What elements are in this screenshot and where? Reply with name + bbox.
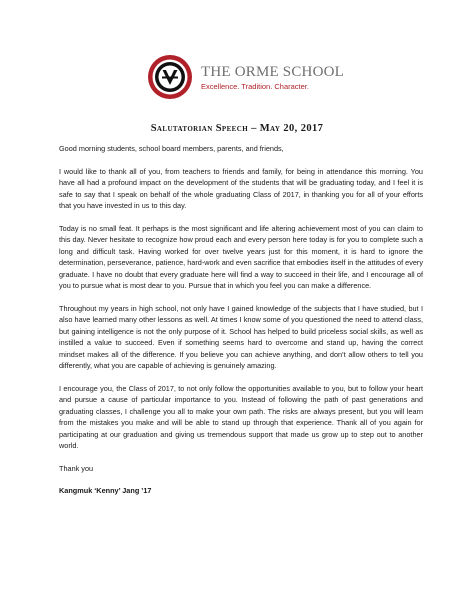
- letterhead: [147, 54, 344, 100]
- signature: Kangmuk ‘Kenny’ Jang ’17: [59, 486, 152, 495]
- paragraph-encouragement: I encourage you, the Class of 2017, to not only follow the opportunities available to you, but to follow your heart and pursue a cause of particular importance to you. Instead of following the path of past generations and graduating classes, I challenge you all to make your own path. The risks are always present, but you will learn from the mistakes you make and will be able to stand up through that experience. Thank all of you again for participating at our graduation and giving us tremendous support that made us grow up to step out to another world.: [59, 383, 423, 450]
- speech-title: Salutatorian Speech – May 20, 2017: [150, 123, 324, 134]
- school-name: THE ORME SCHOOL: [201, 63, 345, 80]
- school-crest-icon: [147, 54, 193, 100]
- paragraph-closing: Thank you: [59, 463, 94, 473]
- paragraph-achievement: Today is no small feat. It perhaps is the most significant and life altering achievement most of you can claim to this day. Never hesitate to recognize how proud each and every person here today is for you to complete such a long and difficult task. Having worked for over twelve years just for this moment, it is hard to ignore the determination, perseverance, patience, hard-work and even sacrifice that embodies itself in the attitudes of every graduate. I have no doubt that every graduate here will find a way to succeed in their life, and I encourage all of you to pursue what is most dear to you. Pursue that in which you feel you can make a difference.: [59, 223, 423, 290]
- letterhead-text: [201, 64, 344, 91]
- school-tagline: Excellence. Tradition. Character.: [201, 81, 309, 91]
- speech-body: [59, 143, 423, 508]
- paragraph-greeting: Good morning students, school board members, parents, and friends,: [59, 144, 284, 153]
- paragraph-lessons: Throughout my years in high school, not only have I gained knowledge of the subjects that I have studied, but I also have learned many other lessons as well. At times I know some of you questioned the need to attend class, but gaining intelligence is not the only purpose of it. School has helped to build priceless social skills, as well as instilled a value to succeed. Even if something seems hard to overcome and stand up, having the correct mindset makes all of the difference. If you believe you can achieve anything, and don’t allow others to tell you differently, what you are capable of achieving is genuinely amazing.: [59, 303, 423, 370]
- paragraph-thanks: I would like to thank all of you, from teachers to friends and family, for being in attendance this morning. You have all had a profound impact on the development of the students that will be graduating today, and I feel it is safe to say that I speak on behalf of the whole graduating Class of 2017, in thanking you for all of your efforts that you have invested in us to this day.: [59, 166, 423, 210]
